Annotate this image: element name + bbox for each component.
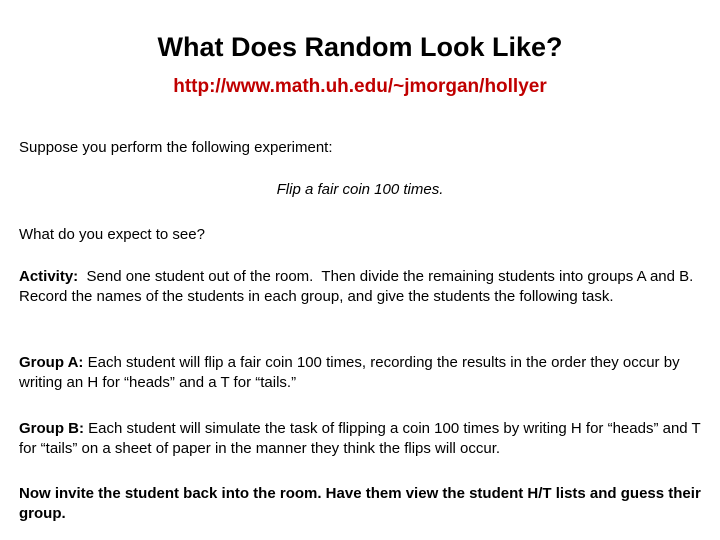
activity-text: Send one student out of the room. Then divide the remaining students into groups A and B. Record the names of the students in each group, and give the students the following task.: [19, 268, 702, 305]
experiment-text: Flip a fair coin 100 times.: [276, 181, 444, 198]
group-b-text: Each student will simulate the task of flipping a coin 100 times by writing H for “heads” and T for “tails” on a sheet of paper in the manner they think the flips will occur.: [19, 420, 701, 457]
intro-text: Suppose you perform the following experiment:: [19, 139, 333, 156]
group-b-paragraph: [19, 419, 701, 459]
url-link[interactable]: http://www.math.uh.edu/~jmorgan/hollyer: [173, 76, 547, 97]
final-instruction: Now invite the student back into the room. Have them view the student H/T lists and guess their group.: [19, 485, 701, 522]
group-b-label: Group B:: [19, 420, 84, 437]
group-a-paragraph: [19, 353, 701, 393]
activity-paragraph: [19, 267, 701, 307]
question-text: What do you expect to see?: [19, 226, 205, 243]
activity-label: Activity:: [19, 268, 79, 285]
group-a-label: Group A:: [19, 354, 84, 371]
slide-title: What Does Random Look Like?: [157, 32, 563, 62]
group-a-text: Each student will flip a fair coin 100 times, recording the results in the order they occur by writing an H for “heads” and a T for “tails.”: [19, 354, 680, 391]
